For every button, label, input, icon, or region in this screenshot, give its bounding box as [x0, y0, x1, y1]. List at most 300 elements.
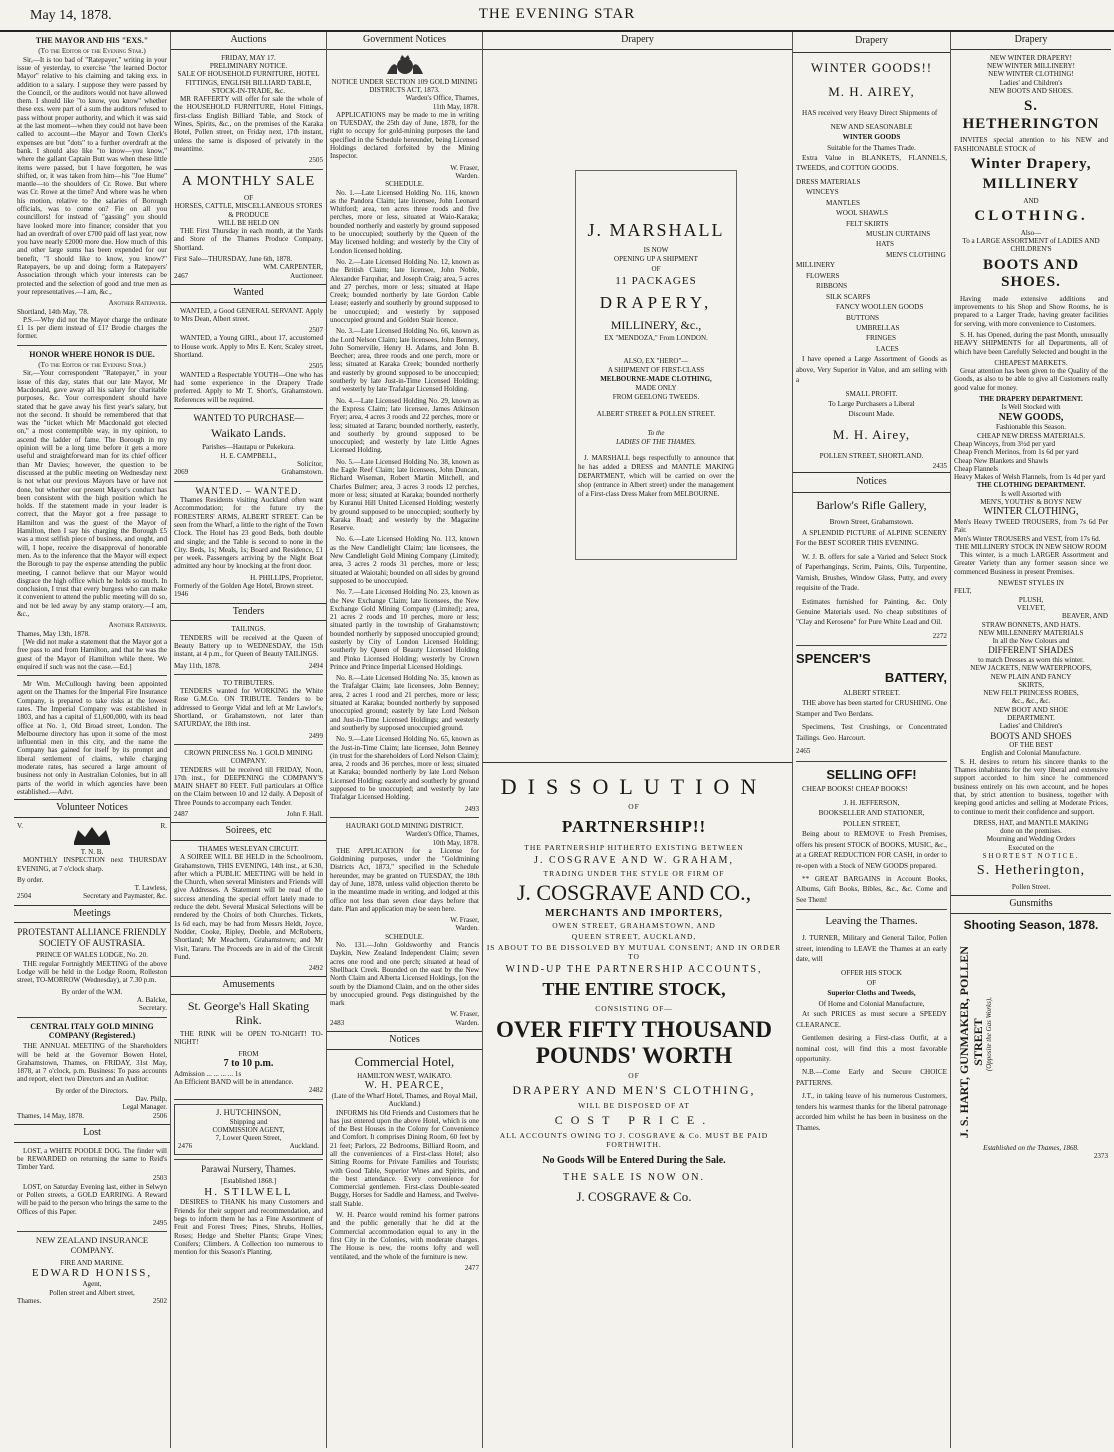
airey-small: SMALL PROFIT. — [845, 389, 898, 398]
section-drapery: Drapery — [793, 32, 950, 53]
skating-admission: Admission ... ... ... ... 1s — [174, 1069, 242, 1078]
dissolution-consisting: CONSISTING OF— — [595, 1004, 673, 1013]
letter-place: Shortland, 14th May, '78. — [17, 307, 89, 316]
airey-item: MUSLIN CURTAINS — [866, 230, 931, 238]
insurance-paragraph: Mr Wm. McCullough having been appointed agent on the Thames for the Imperial Fire Insurance Company, is prepared to take risks at the lowest rates. The Imperial Company was established in 1803, and has a capital of £1,600,000, with its head office at No. 1, Old Broad street, London. The Melbourne directory has upon it some of the most influential men in this city, and the name the Company has gained for itself by its prompt and liberal settlement of claims, while charging moderate rates, has secured a large amount of business not only in Australian Colonies, but in all parts of the world in which agencies have been established.—Advt. — [17, 680, 167, 796]
het-eng: English and Colonial Manufacture. — [981, 749, 1081, 758]
pearce-name: W. H. PEARCE, — [364, 1080, 445, 1092]
auction-body: MR RAFFERTY will offer for sale the whole of the HOUSEHOLD FURNITURE, Hotel Fittings, first-class English Billiard Table, and Stock of Wines, Spirits, &c., on the premises of the Karaka Hotel, Pollen street, on Friday next, 17th instant, unless the same is disposed of privately in the meantime. — [174, 95, 323, 153]
hutchinson-role2: COMMISSION AGENT, — [212, 1125, 285, 1134]
separator — [174, 1099, 323, 1100]
section-amusements: Amusements — [171, 976, 326, 995]
nz-name: EDWARD HONISS, — [31, 1267, 153, 1280]
letter-postscript: P.S.—Why did not the Mayor charge the ordinate £1 1s per diem instead of £1? Brodie charges the former. — [17, 315, 167, 341]
tender-title: CROWN PRINCESS No. 1 GOLD MINING COMPANY. — [184, 748, 313, 766]
leaving-title: Leaving the Thames. — [825, 915, 918, 928]
ad-number: 2483 — [330, 1018, 345, 1027]
leaving-text: Gentlemen desiring a First-class Outfit, at a nominal cost, will find this a most favorable opportunity. — [796, 1034, 947, 1064]
separator — [483, 762, 792, 763]
schedule-item: No. 6.—Late Licensed Holding No. 113, known as the New Candlelight Claim; late licensees, the New Candlelight Gold Mining Company (Limited); area, 3 acres 2 roods 31 perches, more or less; situated at Waiotahi; bounded on all sides by ground supposed to be unoccupied. — [330, 535, 479, 585]
barlow-addr: Brown Street, Grahamstown. — [829, 518, 914, 527]
het-addr: Pollen Street. — [1011, 882, 1051, 891]
separator — [17, 1231, 167, 1232]
letter-title: HONOR WHERE HONOR IS DUE. — [29, 349, 155, 359]
het-top2: NEW WINTER MILLINERY! — [987, 61, 1075, 70]
spencer-body2: Specimens, Test Crushings, or Concentrated Tailings. Geo. Harcourt. — [796, 723, 947, 742]
letter-body: Sir,—Your correspondent "Ratepayer," in your issue of this day, states that our late Mayor, Mr Macdonald, gave away all his salary for charitable purposes, &c. Your correspondent should have stated that he gave away his first year's salary, but not the second. It should be remembered that that was the "ticket which Mr Macdonald got elected on," a most contemptible way, in my opinion, to ascend the ladder of fame. The Borough in my opinion will be a long time before it gets a more useful and straightforward man for its chief officer than Mr Davies; however, the question to be discussed at the public meeting on Wednesday next is not what our previous Mayors have or have not done, but whether our present Mayor's conduct has been consistent with the high position which he holds. If the statement made in your leader is correct, that the Mayor got a free passage to Hamilton and was the guest of the Mayor of Hamilton, then I say his charging the Borough £5 was a most selfish piece of business, and ought, and will, I hope, receive the disapproval of honorable men. As to the inference that the Mayor will expect the Borough to pay the expense attending the public meeting, I cannot believe that our Mayor would disgrace the high office which he holds so much. In conclusion, I trust that every burgess who can make it convenient to attend the public meeting will do so, and not be led away by any stamp oratory.—I am, &c., — [17, 369, 167, 619]
phillips-role: Formerly of the Golden Age Hotel, Brown street. — [174, 582, 314, 591]
schedule-item: No. 9.—Late Licensed Holding No. 65, known as the Just-in-Time Claim; late licensee, John Benney (in trust for the shareholders of Lord Nelson Claim); area, 2 roods and 36 perches, more or less; situated at Karaka; bounded northerly by late Lord Nelson Licensed Holding; easterly and southerly by ground supposed to be unoccupied; and westerly by late Trafalgar Licensed Holding. — [330, 735, 479, 802]
schedule-item: No. 5.—Late Licensed Holding No. 38, known as the Eagle Reef Claim; late licensees, John Duncan, Richard Wiseman, Robert Martin Mitchell, and Charles Bulmer; area, 3 acres 3 roods 12 perches, more or less; situated at Karaka; bounded northerly by Kuranui Hill United Licensed Holding; westerly by ground supposed to be unoccupied; southerly by Karaka Road; and westerly by the Magazine Reserve. — [330, 457, 479, 533]
dissolution-over: OVER FIFTY THOUSAND — [495, 1017, 773, 1042]
het-nm2: In all the New Colours and — [992, 637, 1070, 646]
airey-item: SILK SCARFS — [826, 292, 871, 301]
ci-by: By order of the Directors. — [55, 1086, 129, 1095]
dissolution-wind: WIND-UP THE PARTNERSHIP ACCOUNTS, — [505, 964, 763, 975]
het-plush: PLUSH, — [1018, 595, 1044, 604]
section-government-notices: Government Notices — [327, 32, 482, 50]
het-opened: S. H. has Opened, during the past Month, unusually HEAVY SHIPMENTS for all Departments, all of which have been Carefully Selected and bought in the — [954, 330, 1108, 356]
het-winter-clothing: WINTER CLOTHING, — [983, 506, 1079, 518]
royal-arms-icon — [383, 54, 427, 76]
separator — [174, 408, 323, 409]
marshall-ladies: LADIES OF THE THAMES. — [616, 438, 696, 447]
foresters-arms-body: Thames Residents visiting Auckland often want Accommodation; for the future try the FORESTERS' ARMS, ALBERT STREET. Can be seen from the Wharf, a little to the right of the Town Clock. The Hotel has 23 good Beds, both double and single; and the Table is second to none in the City. Beds, 1s; Meals, 1s; Board and Residence, £1 per week. Passengers arriving by the Night Boat admitted any hour by knocking at the front door. — [174, 496, 323, 571]
nz-addr: Pollen street and Albert street, — [49, 1288, 135, 1297]
selling-off-title: SELLING OFF! — [826, 766, 917, 782]
het-price-list — [954, 440, 1108, 481]
campbell-place: Grahamstown. — [281, 468, 323, 477]
airey-discount: Discount Made. — [848, 410, 895, 419]
dissolution-no-goods: No Goods Will be Entered During the Sale. — [542, 1155, 726, 1166]
gov-notice-title: NOTICE UNDER SECTION 109 GOLD MINING DISTRICTS ACT, 1873. — [331, 77, 478, 94]
barlow-body: A SPLENDID PICTURE of ALPINE SCENERY For the BEST SCORER THIS EVENING. — [796, 528, 947, 548]
tnb-by: By order. — [17, 875, 44, 884]
hutchinson-footer — [178, 1142, 319, 1150]
het-dept: DEPARTMENT. — [1007, 714, 1055, 723]
wanted-youth: WANTED a Respectable YOUTH—One who has had some experience in the Drapery Trade preferred. Apply to Mr T. Short's, Grahamstown. References will be required. — [174, 370, 323, 404]
letter-date: Thames, May 13th, 1878. — [17, 629, 90, 638]
ci-title: CENTRAL ITALY GOLD MINING COMPANY (Registered.) — [30, 1021, 154, 1040]
ad-number: 2495 — [152, 1218, 167, 1227]
commercial-hotel-body: INFORMS his Old Friends and Customers that he has just entered upon the above Hotel, which is one of the Best Houses in the Colony for Convenience and Comfort. It comprises Dining Room, 60 feet by 21 feet; Parlors, 22 Bedrooms, Billiard Room, and all the conveniences of a First-class Hotel; also Sitting Rooms for Private Families and Tourists; with Good Table, Superior Wines and Spirits, and the best attendance. Every convenience for Commercial gentlemen. First-class Double-seated Buggy, Horses for Saddle and Harness, and Twelve-stall Stable. — [330, 1108, 479, 1208]
letter-body: Sir,—It is too bad of "Ratepayer," writing in your issue of yesterday, to exercise "the learned Doctor Mayor" relative to his claiming and taking exs. in addition to a salary. I suppose they were passed by the Council, or the auditors would not have allowed them. I should like "to know, you know" whether these exs. were part of a sum the auditors refused to pass without proper authority, and which it was said at the last moment—when they could not have been called to account—the Mayor and Town Clerk's expenses are but "dots" to a further overdraft at the bank. I should also like "to know—you know," where the gallant Captain Butt was when these little items were passed, but I have forgotten, he was shifted, or, it was taken from him—his "Joe Hume" mantle—to the shoulders of Cr. Rowe. But where was Cr. Rowe at the time? And where was he when his motion, relative to the salaries of Borough officials, was to come on? Fie on all you councillors! for instead of "gassing" you should have looked more into finance; consider that you had an overdraft of over £700 paid off last year, now you have nearly £2000 more due. How much of this and other large sums has been expended for our benefit, "I should like to know, you know?" Ratepayers, be up and doing; form a Ratepayers' Association through which your interests can be protected and the selection of good and true men as your representatives.—I am, &c., — [17, 55, 167, 296]
commercial-hotel-place: HAMILTON WEST, WAIKATO. — [357, 1071, 452, 1080]
het-done: done on the premises. — [1000, 827, 1062, 836]
lost-earring-notice: LOST, on Saturday Evening last, either in Selwyn or Pollen streets, a GOLD EARRING. A Reward will be paid to the person who brings the same to the Offices of this Paper. — [17, 1182, 167, 1216]
column-drapery-hetherington — [951, 32, 1111, 1448]
nz-place: Thames. — [17, 1296, 42, 1305]
ci-footer — [17, 1112, 167, 1120]
het-new-goods: NEW GOODS, — [998, 411, 1064, 423]
het-and: AND — [1023, 196, 1039, 205]
marshall-open: OPENING UP A SHIPMENT — [614, 255, 698, 264]
het-nbs: NEW BOOT AND SHOE — [993, 705, 1069, 714]
schedule-item: No. 1.—Late Licensed Holding No. 116, known as the Pandora Claim; late licensee, John Leonard Whitford; area, ten acres three roods and five perches, more or less, situated at Waio-Karaka; bounded northerly and easterly by ground supposed to be unoccupied; southerly by the Queen of the May licensed holding; and westerly by the City of London licensed holding. — [330, 188, 479, 255]
nz-title: NEW ZEALAND INSURANCE COMPANY. — [35, 1235, 149, 1256]
issue-date: May 14, 1878. — [30, 8, 112, 23]
hutchinson-box — [174, 1104, 323, 1155]
tender-date: May 11th, 1878. — [174, 661, 221, 670]
airey-item: FANCY WOOLLEN GOODS — [836, 303, 924, 312]
crest-letter: V. — [17, 821, 23, 830]
hauraki-sign: W. Fraser, — [450, 916, 479, 925]
het-nm: NEW MILLENNERY MATERIALS — [978, 628, 1084, 637]
dissolution-queen: QUEEN STREET, AUCKLAND, — [571, 932, 697, 941]
pearce-late: (Late of the Wharf Hotel, Thames, and Royal Mail, Auckland.) — [331, 1091, 478, 1109]
nursery-body: DESIRES to THANK his many Customers and Friends for their support and recommendation, and begs to inform them he has a Fine Assortment of Fruit and Forest Trees; Pines, Shrubs, Hollies, Roses; Hedge and Shelter Plants; Grape Vines; Conifers; Climbers. A Collection too numerous to mention for this Season's Planting. — [174, 1198, 323, 1257]
airey-item: MEN'S CLOTHING — [886, 250, 946, 259]
monthly-sale-first: First Sale—THURSDAY, June 6th, 1878. — [174, 255, 293, 263]
nursery-est: [Established 1868.] — [220, 1177, 277, 1186]
airey-item: UMBRELLAS — [856, 323, 900, 332]
separator — [17, 1017, 167, 1018]
het-cd-text: Is well Assorted with — [1000, 489, 1062, 498]
spencer-title: SPENCER'S — [796, 651, 871, 667]
nursery-title: Parawai Nursery, Thames. — [201, 1163, 296, 1174]
campbell-name: H. E. CAMPBELL, — [220, 451, 277, 460]
gov-office: Warden's Office, Thames, — [405, 94, 479, 103]
marshall-of: OF — [651, 264, 661, 273]
het-beaver: BEAVER, AND — [1062, 612, 1108, 621]
section-auctions: Auctions — [171, 32, 326, 50]
campbell-role: Solicitor, — [297, 459, 323, 468]
hauraki-footer — [330, 1019, 479, 1027]
leaving-nb: N.B.—Come Early and Secure CHOICE PATTERNS. — [796, 1068, 947, 1087]
hutchinson-role: Shipping and — [229, 1117, 268, 1126]
ci-date: Thames, 14 May, 1878. — [17, 1111, 84, 1120]
nz-role: Agent, — [82, 1280, 102, 1289]
airey-item: WOOL SHAWLS — [836, 209, 889, 218]
het-dress: DRESS, HAT, and MANTLE MAKING — [973, 818, 1089, 827]
airey-item: WINCEYS — [806, 188, 839, 197]
barlow-body3: Estimates furnished for Painting, &c. Only Genuine Materials used. No cheap substitutes of "Clay and Kerosene" for Pure White Lead and Oil. — [796, 597, 947, 627]
phillips-sign: H. PHILLIPS, Proprietor, — [250, 573, 323, 582]
dissolution-entire: THE ENTIRE STOCK, — [542, 979, 726, 999]
ad-number: 2465 — [796, 747, 811, 756]
marshall-ad — [575, 170, 737, 560]
het-newest: NEWEST STYLES IN — [998, 579, 1064, 588]
gov-sign: W. Fraser, — [450, 163, 479, 172]
het-price-item: Heavy Makes of Welsh Flannels, from 1s 4d per yard — [954, 473, 1106, 482]
dissolution-title: DISSOLUTION — [500, 774, 768, 799]
het-diff: DIFFERENT SHADES — [988, 645, 1074, 656]
marshall-ex: EX "MENDOZA," From LONDON. — [604, 333, 708, 342]
jefferson-role: BOOKSELLER AND STATIONER, — [818, 809, 925, 818]
airey-item: MILLINERY — [796, 261, 836, 270]
tnb-sign: T. Lawless, — [134, 884, 167, 893]
airey-item: LACES — [876, 344, 899, 353]
dissolution-accounts: ALL ACCOUNTS OWING TO J. COSGRAVE & Co. MUST BE PAID FORTHWITH. — [499, 1131, 769, 1149]
pa-by: By order of the W.M. — [61, 987, 123, 996]
soiree-title: THAMES WESLEYAN CIRCUIT. — [198, 844, 299, 853]
tnb-footer — [17, 892, 167, 900]
spencer-battery: BATTERY, — [884, 670, 947, 686]
tender-title: TAILINGS. — [231, 625, 266, 634]
marshall-address: ALBERT STREET & POLLEN STREET. — [596, 410, 716, 419]
tender-body: TENDERS will be received at the Queen of Beauty Battery up to WEDNESDAY, the 15th instant, at 4 p.m., for Queen of Beauty TAILINGS. — [174, 633, 323, 659]
campbell-footer — [174, 468, 323, 476]
airey-item: DRESS MATERIALS — [796, 177, 861, 186]
airey-new: NEW AND SEASONABLE — [830, 122, 913, 131]
dissolution-drapery: DRAPERY AND MEN'S CLOTHING, — [512, 1083, 756, 1097]
het-exec: Executed on the — [1008, 843, 1054, 852]
ad-number: 2477 — [464, 1263, 479, 1272]
gov-date: 11th May, 1878. — [432, 102, 479, 111]
het-price-item: Cheap Flannels — [954, 464, 998, 473]
ad-number: 2499 — [308, 731, 323, 740]
column-drapery-airey — [793, 32, 950, 1448]
schedule-list — [330, 189, 479, 802]
masthead — [0, 0, 1114, 32]
letter-title: THE MAYOR AND HIS "EXS." — [35, 36, 149, 45]
hart-ad-vertical — [954, 932, 1108, 1144]
tnb-title: T. N. B. — [80, 847, 104, 856]
jefferson-name: J. H. JEFFERSON, — [843, 798, 900, 807]
het-mourn: Mourning and Wedding Orders — [986, 835, 1076, 844]
separator — [17, 345, 167, 346]
skating-from: FROM — [238, 1049, 259, 1058]
het-mill-text: This winter, is a much LARGER Assortment and Greater Variety than any former season since we commenced Business in present Premises. — [954, 551, 1108, 576]
airey-body: HAS received very Heavy Direct Shipments of — [802, 109, 938, 118]
wanted-purchase-title: WANTED TO PURCHASE— — [193, 412, 304, 423]
ad-number: 2482 — [308, 1086, 323, 1095]
airey-address: POLLEN STREET, SHORTLAND. — [819, 451, 924, 460]
het-winter: Winter Drapery, — [970, 155, 1092, 172]
nursery-name: H. STILWELL — [204, 1185, 293, 1198]
separator — [174, 481, 323, 482]
dissolution-about: IS ABOUT TO BE DISSOLVED BY MUTUAL CONSENT; AND IN ORDER TO — [486, 943, 782, 961]
airey-winter-goods: WINTER GOODS — [842, 133, 901, 142]
het-invites: INVITES special attention to his NEW and FASHIONABLE STOCK of — [954, 136, 1108, 153]
het-great: Great attention has been given to the Quality of the Goods, as also to be able to give all Customers really good value for money. — [954, 367, 1108, 392]
waikato-lands: Waikato Lands. — [210, 426, 286, 441]
het-price-item: Cheap New Blankets and Shawls — [954, 456, 1049, 465]
tender-footer — [174, 662, 323, 670]
ad-number: 2487 — [174, 809, 189, 818]
marshall-ship: A SHIPMENT OF FIRST-CLASS — [607, 365, 705, 374]
jefferson-addr: POLLEN STREET, — [843, 819, 900, 828]
leaving-of: OF — [866, 978, 877, 987]
het-nj: NEW JACKETS, NEW WATERPROOFS, — [970, 664, 1092, 673]
het-mens: MEN'S, YOUTHS' & BOYS' NEW — [980, 498, 1082, 506]
het-ladies: Ladies' and Children's — [999, 78, 1063, 87]
het-clothing: CLOTHING. — [974, 208, 1088, 225]
het-fash: Fashionable this Season. — [996, 423, 1066, 432]
letter-addressee: (To the Editor of the Evening Star.) — [38, 361, 146, 370]
hauraki-role: Warden. — [455, 924, 479, 933]
editor-note: [We did not make a statement that the Mayor got a free pass to and from Hamilton, and that he was the guest of the Mayor of Hamilton while there. We enquired if such was not the case.—Ed.] — [17, 637, 167, 671]
airey-name: M. H. AIREY, — [828, 84, 915, 100]
barlow-title: Barlow's Rifle Gallery, — [816, 498, 927, 513]
skating-rink-body: THE RINK will be OPEN TO-NIGHT! TO-NIGHT! — [174, 1030, 323, 1047]
marshall-name: J. MARSHALL — [587, 220, 725, 240]
het-straw: STRAW BONNETS, AND HATS. — [981, 620, 1081, 629]
leaving-home: Of Home and Colonial Manufacture, — [818, 999, 925, 1008]
het-nf2: &c., &c., &c. — [1011, 697, 1051, 706]
pa-role: Secretary. — [138, 1004, 167, 1013]
pa-body: THE regular Fortnightly MEETING of the above Lodge will be held in the Lodge Room, Rolleston street, TO-MORROW (Wednesday), at 7.30 p.m. — [17, 959, 167, 985]
airey-extra: Extra Value in BLANKETS, FLANNELS, TWEEDS, and COTTON GOODS. — [796, 153, 947, 173]
wanted-servant: WANTED, a Good GENERAL SERVANT. Apply to Mrs Dean, Albert street. — [174, 306, 323, 323]
pa-lodge: PRINCE OF WALES LODGE, No. 20. — [36, 951, 148, 960]
lost-dog-notice: LOST, a WHITE POODLE DOG. The finder will be REWARDED on returning the same to Reid's Timber Yard. — [17, 1146, 167, 1172]
schedule-item: No. 8.—Late Licensed Holding No. 35, known as the Trafalgar Claim; late licensees, John Benney; area, 2 acres 1 rood and 21 perches, more or less; situated at Karaka; bounded northerly by supposed unoccupied ground; easterly by late Lord Nelson and Just-in-Time Licensed Holdings; and westerly and southerly by supposed unoccupied ground. — [330, 674, 479, 732]
het-clothing-dept: THE CLOTHING DEPARTMENT. — [976, 481, 1086, 490]
monthly-sale-of: OF — [243, 193, 254, 202]
airey-item: HATS — [876, 240, 894, 249]
spencer-addr: ALBERT STREET. — [843, 688, 900, 697]
section-soirees: Soirees, etc — [171, 822, 326, 841]
separator — [796, 645, 947, 646]
winter-goods-title: WINTER GOODS!! — [810, 59, 933, 75]
letter-addressee: (To the Editor of the Evening Star.) — [38, 47, 146, 56]
het-short: SHORTEST NOTICE. — [982, 852, 1080, 860]
ad-number: 2476 — [178, 1142, 193, 1151]
marshall-geelong: FROM GEELONG TWEEDS. — [612, 393, 700, 402]
hutchinson-addr: 7, Lower Queen Street, — [215, 1134, 282, 1143]
monthly-sale-body: THE First Thursday in each month, at the Yards and Store of the Thames Produce Company, Shortland. — [174, 227, 323, 252]
shooting-season-title: Shooting Season, 1878. — [963, 917, 1099, 932]
airey-opened: I have opened a Large Assortment of Goods as above, Very Superior in Value, and am selling with a — [796, 355, 947, 385]
ad-number: 2467 — [174, 271, 189, 280]
het-price-item: Cheap Winceys, from 3½d per yard — [954, 439, 1056, 448]
monthly-sale-title: A MONTHLY SALE — [181, 173, 316, 189]
het-lc: Ladies' and Children's — [999, 722, 1063, 731]
marshall-packages: 11 PACKAGES — [615, 274, 697, 287]
hauraki-date: 10th May, 1878. — [432, 838, 479, 847]
auction-title: SALE OF HOUSEHOLD FURNITURE, HOTEL FITTINGS, ENGLISH BILLIARD TABLE, STOCK-IN-TRADE, &c. — [177, 70, 320, 95]
tnb-crest-row — [17, 822, 167, 848]
hauraki-role2: Warden. — [455, 1018, 479, 1027]
hetherington-name: S. HETHERINGTON — [962, 98, 1100, 132]
gov-notice-body: APPLICATIONS may be made to me in writing on TUESDAY, the 25th day of June, 1878, for the right to occupy for gold-mining purposes the land specified in the Schedule hereunder, being Licensed Holdings declared forfeited by the Mining Inspector. — [330, 110, 479, 161]
monthly-sale-sign: WM. CARPENTER, — [263, 263, 323, 272]
het-cheapest: CHEAPEST MARKETS. — [994, 358, 1068, 367]
separator — [796, 761, 947, 762]
het-heavy: Men's Heavy TWEED TROUSERS, from 7s 6d Per Pair. — [954, 517, 1108, 535]
marshall-millinery: MILLINERY, &c., — [610, 318, 702, 333]
tnb-role: Secretary and Paymaster, &c. — [83, 892, 167, 901]
airey-item: FRINGES — [866, 334, 896, 343]
dissolution-now: THE SALE IS NOW ON. — [563, 1172, 705, 1183]
pa-title: PROTESTANT ALLIANCE FRIENDLY SOCIETY OF AUSTRASIA. — [17, 927, 167, 948]
partnership-title: PARTNERSHIP!! — [561, 817, 707, 836]
monthly-sale-sub: HORSES, CATTLE, MISCELLANEOUS STORES & PRODUCE — [174, 202, 323, 219]
separator — [174, 674, 323, 675]
ad-number: 2493 — [464, 804, 479, 813]
het-cheap: CHEAP NEW DRESS MATERIALS. — [977, 431, 1085, 440]
het-heavy2: Men's Winter TROUSERS and VEST, from 17s 6d. — [954, 534, 1101, 543]
gov-role: Warden. — [455, 171, 479, 180]
jefferson-text: Being about to REMOVE to Fresh Premises, offers his present STOCK of BOOKS, MUSIC, &c., at a GREAT REDUCTION FOR CASH, in order to re-open with a Stock of NEW GOODS prepared. — [796, 830, 947, 870]
het-price-item: Cheap French Merinos, from 1s 6d per yard — [954, 448, 1079, 457]
section-drapery: Drapery — [483, 32, 792, 50]
ci-role: Legal Manager. — [122, 1103, 167, 1112]
nz-footer — [17, 1297, 167, 1305]
het-stocked: Is Well Stocked with — [1001, 403, 1061, 412]
dissolution-trading: TRADING UNDER THE STYLE OR FIRM OF — [543, 869, 725, 878]
airey-sign: M. H. Airey, — [832, 426, 911, 442]
ad-number: 2506 — [152, 1111, 167, 1120]
tender-body: TENDERS will be received till FRIDAY, Noon, 17th inst., for DEEPENING the COMPANY'S MAIN SHAFT 80 FEET. Full particulars at Office on the Claim between 10 and 12 daily. A Deposit of Three Pounds to accompany each Tender. — [174, 765, 323, 807]
het-millinery: MILLINERY — [982, 176, 1080, 193]
het-also: Also— — [1020, 228, 1042, 237]
separator — [330, 817, 479, 818]
soiree-body: A SOIREE WILL BE HELD in the Schoolroom, Grahamstown, THIS EVENING, 14th inst., at 6.30, after which a PUBLIC MEETING will be held in the Church, when several Ministers and Friends will give Addresses. A Statement will be read of the success attending the special effort lately made to reduce the debt. Several Musical Selections will be rendered by the Choirs of both Churches. Tickets, 1s 6d each, may be had from Messrs Heldt, Joyce, Nodder, Cooke, Ripley, Deeble, and McRoberts, Shortland; Mr Meachem, Grahamstown; and Mr Visit, Tararu. The Proceeds are in aid of the Circuit Fund. — [174, 853, 323, 961]
ci-body: THE ANNUAL MEETING of the Shareholders will be held at the Governor Bowen Hotel, Grahamstown, Thames, on FRIDAY, 31st May, 1878, at 7 o'clock, p.m. Business: To pass accounts and report, elect two Directors and an Auditor. — [17, 1042, 167, 1084]
schedule-item: No. 2.—Late Licensed Holding No. 12, known as the British Claim; late licensee, John Noble, Alexander Farquhar, and Joseph Craig; area, 5 acres and 27 perches, more or less; situated at Hape Creek; bounded northerly by late Gordon Cable Lease; easterly and southerly by ground supposed to be unoccupied; and westerly by supposed unoccupied ground and Golden Stair licence. — [330, 257, 479, 324]
airey-item: MANTLES — [826, 198, 860, 207]
hutchinson-city: Auckland. — [289, 1142, 319, 1151]
barlow-body2: W. J. B. offers for sale a Varied and Select Stock of Paperhangings, Scrim, Paints, Oils, Turpentine, Varnish, Brushes, Window Glass, Putty, and every requisite of the Trade. — [796, 552, 947, 593]
ad-number: 2507 — [308, 326, 323, 335]
hauraki-body: THE APPLICATION for a License for Goldmining purposes, under the "Goldmining Districts Act, 1873," specified in the Schedule hereunder, may be granted on TUESDAY, the 18th day of June, 1878, unless valid objection thereto be in the meantime made in writing, and lodged at this office not less than seven clear days before that date. Plan and application may be seen here. — [330, 846, 479, 913]
tender-sign: John F. Hall. — [286, 809, 323, 818]
het-top3: NEW WINTER CLOTHING! — [988, 70, 1074, 79]
column-government — [327, 32, 482, 1448]
ad-number: 2272 — [932, 631, 947, 640]
schedule-title: SCHEDULE. — [385, 180, 424, 189]
hauraki-sign2: W. Fraser, — [450, 1010, 479, 1019]
schedule-item: No. 4.—Late Licensed Holding No. 29, known as the Express Claim; late licensee, James Atkinson Fryer; area, 4 acres 3 roods and 22 perches, more or less; situated at Tararu; bounded northerly, easterly, and southerly by ground supposed to be unoccupied; and westerly by late Little Agnes Licensed Holding. — [330, 396, 479, 455]
dissolution-firm: J. COSGRAVE AND CO., — [516, 880, 752, 905]
auctioneer-role: Auctioneer. — [290, 271, 323, 280]
het-match: to match Dresses as worn this winter. — [978, 655, 1084, 664]
airey-item: RIBBONS — [816, 282, 848, 291]
crest-letter: R. — [160, 821, 167, 830]
schedule-title: SCHEDULE. — [385, 932, 424, 941]
selling-off-body: CHEAP BOOKS! CHEAP BOOKS! — [802, 785, 908, 794]
dissolution-ad — [480, 768, 788, 1211]
leaving-prices: At such PRICES as must secure a SPEEDY CLEARANCE. — [796, 1010, 947, 1029]
section-wanted: Wanted — [171, 284, 326, 303]
tender-title: TO TRIBUTERS. — [222, 678, 275, 687]
het-boots: NEW BOOTS AND SHOES. — [989, 86, 1073, 95]
dissolution-will: WILL BE DISPOSED OF AT — [578, 1101, 690, 1110]
leaving-superior: Superior Cloths and Tweeds, — [827, 989, 916, 998]
monthly-sale-footer — [174, 272, 323, 280]
leaving-text2: J.T., in taking leave of his numerous Customers, tenders his warmest thanks for the liberal patronage accorded him whilst he has been in business on the Thames. — [796, 1092, 947, 1132]
leaving-offer: OFFER HIS STOCK — [841, 968, 902, 977]
pa-sign: A. Balcke, — [136, 995, 167, 1004]
marshall-melbourne: MELBOURNE-MADE CLOTHING, — [600, 374, 712, 383]
ad-number: 2373 — [1093, 1151, 1108, 1160]
het-boots-shoes: BOOTS AND SHOES. — [982, 256, 1080, 291]
hart-sub: (Opposite the Gas Works), — [984, 996, 993, 1071]
skating-rink-title: St. George's Hall Skating Rink. — [187, 999, 310, 1028]
separator — [174, 1159, 323, 1160]
ad-number: 2505 — [308, 362, 323, 371]
separator — [17, 675, 167, 676]
section-drapery: Drapery — [951, 32, 1111, 50]
marshall-is: IS NOW — [643, 246, 669, 255]
het-drapery-dept: THE DRAPERY DEPARTMENT. — [979, 395, 1083, 404]
column-auctions — [171, 32, 326, 1448]
hart-name: J. S. HART, GUNMAKER, POLLEN STREET — [956, 945, 985, 1138]
hauraki-office: Warden's Office, Thames, — [405, 830, 479, 839]
dissolution-names: J. COSGRAVE AND W. GRAHAM, — [534, 855, 734, 866]
section-meetings: Meetings — [14, 905, 170, 924]
ad-number: 2492 — [308, 964, 323, 973]
section-notices: Notices — [327, 1031, 482, 1050]
airey-suitable: Suitable for the Thames Trade. — [827, 143, 916, 152]
airey-item-list — [796, 177, 947, 354]
het-felt: FELT, — [954, 587, 972, 596]
het-mill-stock: THE MILLINERY STOCK IN NEW SHOW ROOM — [955, 542, 1107, 551]
het-bas: BOOTS AND SHOES — [990, 730, 1072, 741]
dissolution-merchants: MERCHANTS AND IMPORTERS, — [545, 908, 723, 919]
